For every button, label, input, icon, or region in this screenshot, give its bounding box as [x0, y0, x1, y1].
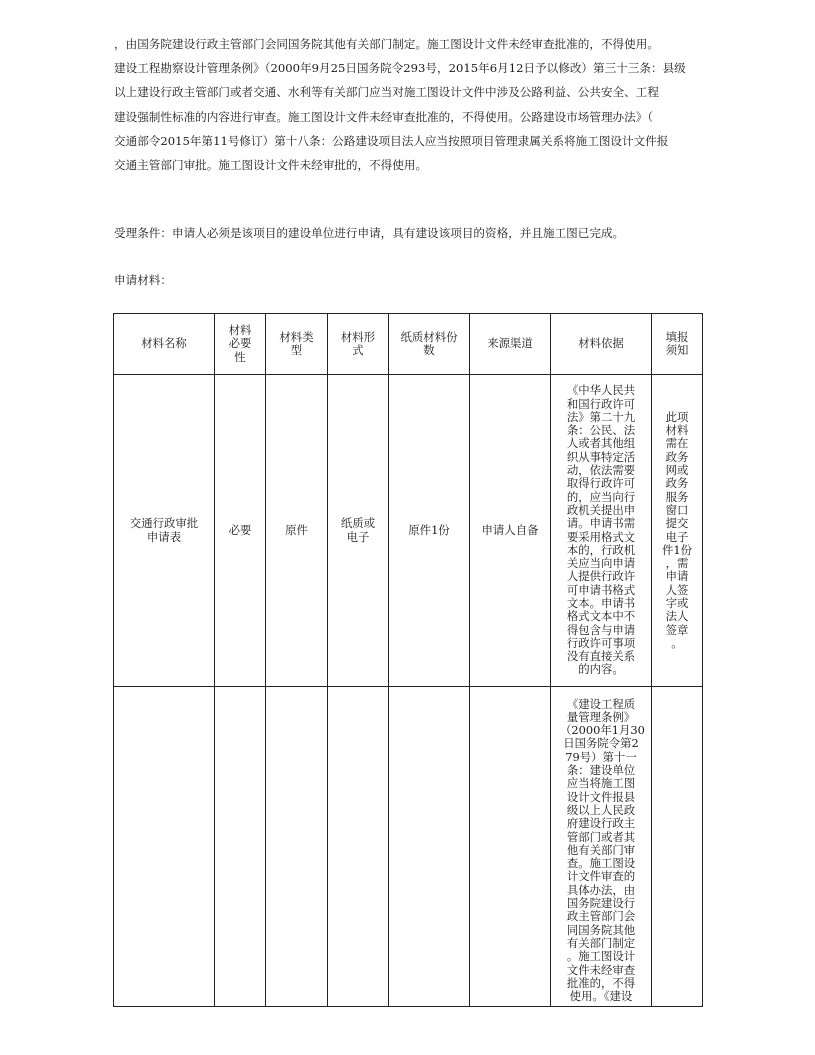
header-material-name: 材料名称: [114, 314, 215, 375]
intro-line: 建设强制性标准的内容进行审查。施工图设计文件未经审查批准的，不得使用。公路建设市场管理办法》（: [114, 109, 654, 124]
basis-line: 《中华人民共: [566, 383, 636, 398]
basis-line: 同国务院其他: [566, 922, 636, 937]
basis-line: 要采用格式文: [566, 529, 636, 544]
notes-line: 申请: [665, 569, 689, 584]
basis-line: 有关部门制定: [566, 935, 636, 950]
notes-line: 字或: [665, 595, 689, 610]
basis-line: 和国行政许可: [566, 396, 636, 411]
intro-line: 以上建设行政主管部门或者交通、水利等有关部门应当对施工图设计文件中涉及公路利益、公共安全、工程: [114, 85, 659, 100]
basis-line: 格式文本中不: [566, 609, 636, 624]
notes-line: 签章: [665, 622, 689, 637]
table-row: [114, 687, 703, 1007]
basis-line: 级以上人民政: [566, 802, 636, 817]
basis-line: 批准的，不得: [566, 975, 636, 990]
cell-material-name: [114, 687, 215, 1007]
notes-line: 法人: [665, 609, 689, 624]
basis-line: 79号）第十一: [565, 749, 637, 764]
cell-notes: [652, 375, 703, 687]
basis-line: 文件未经审查: [566, 962, 636, 977]
basis-line: 。施工图设计: [566, 949, 636, 964]
notes-line: 件1份: [661, 542, 693, 557]
header-paper-copies: 纸质材料份 数: [389, 314, 470, 375]
notes-line: 提交: [665, 516, 689, 531]
cell-material-form: [328, 687, 389, 1007]
basis-line: 的内容。: [578, 662, 624, 677]
notes-line: 此项: [665, 409, 689, 424]
basis-line: 使用。《建设: [569, 989, 633, 1004]
basis-line: 条：建设单位: [566, 763, 636, 778]
basis-line: 法》第二十九: [566, 409, 636, 424]
cell-source: 申请人自备: [470, 375, 551, 687]
basis-line: 的，应当向行: [566, 489, 636, 504]
notes-line: 政务: [665, 449, 689, 464]
cell-material-form: 纸质或 电子: [328, 375, 389, 687]
header-source: 来源渠道: [470, 314, 551, 375]
basis-line: 日国务院令第2: [563, 736, 639, 751]
basis-line: 查。施工图设: [566, 856, 636, 871]
header-material-type: 材料类 型: [266, 314, 328, 375]
header-material-form: 材料形 式: [328, 314, 389, 375]
basis-line: （2000年1月30: [560, 723, 645, 738]
notes-line: 材料: [665, 423, 689, 438]
intro-line: 交通主管部门审批。施工图设计文件未经审批的，不得使用。: [114, 158, 428, 173]
cell-required: [215, 687, 266, 1007]
cell-basis: [551, 375, 652, 687]
basis-line: 取得行政许可: [566, 476, 636, 491]
basis-line: 他有关部门审: [566, 842, 636, 857]
table-header-row: [114, 314, 703, 375]
intro-line: 交通部令2015年第11号修订）第十八条：公路建设项目法人应当按照项目管理隶属关系将施工图设计文件报: [114, 133, 669, 148]
notes-line: 电子: [665, 529, 689, 544]
cell-required: 必要: [215, 375, 266, 687]
notes-line: ，需: [665, 556, 689, 571]
basis-line: 条：公民、法: [566, 423, 636, 438]
basis-line: 政机关提出申: [566, 502, 636, 517]
basis-line: 本的，行政机: [566, 542, 636, 557]
intro-line: ，由国务院建设行政主管部门会同国务院其他有关部门制定。施工图设计文件未经审查批准的，不得使用。: [114, 37, 659, 51]
cell-paper-copies: [389, 687, 470, 1007]
notes-line: 网或: [665, 463, 689, 478]
cell-material-type: 原件: [266, 375, 328, 687]
basis-line: 政主管部门会: [566, 909, 636, 924]
basis-line: 没有直接关系: [566, 649, 636, 664]
notes-line: 人签: [665, 582, 689, 597]
intro-paragraph: [114, 32, 714, 177]
notes-line: 需在: [665, 436, 689, 451]
table-row: [114, 375, 703, 687]
acceptance-conditions: 受理条件：申请人必须是该项目的建设单位进行申请，具有建设该项目的资格，并且施工图已完成。: [114, 226, 625, 240]
basis-line: 量管理条例》: [566, 709, 636, 724]
basis-line: 文本。申请书: [566, 595, 636, 610]
basis-line: 关应当向申请: [566, 556, 636, 571]
cell-paper-copies: 原件1份: [389, 375, 470, 687]
materials-table: [113, 313, 703, 1007]
basis-line: 动，依法需要: [566, 463, 636, 478]
basis-line: 国务院建设行: [566, 896, 636, 911]
header-required: 材料 必要 性: [215, 314, 266, 375]
cell-basis: [551, 687, 652, 1007]
intro-line: 建设工程勘察设计管理条例》（2000年9月25日国务院令293号，2015年6月12日予以修改）第三十三条：县级: [114, 61, 686, 76]
basis-line: 人提供行政许: [566, 569, 636, 584]
cell-notes: [652, 687, 703, 1007]
notes-line: 。: [671, 635, 683, 650]
basis-line: 管部门或者其: [566, 829, 636, 844]
basis-line: 人或者其他组: [566, 436, 636, 451]
basis-line: 计文件审查的: [566, 869, 636, 884]
basis-line: 应当将施工图: [566, 776, 636, 791]
header-notes: 填报 须知: [652, 314, 703, 375]
basis-line: 织从事特定活: [566, 449, 636, 464]
notes-line: 窗口: [665, 502, 689, 517]
notes-line: 政务: [665, 476, 689, 491]
cell-material-name: 交通行政审批 申请表: [114, 375, 215, 687]
basis-line: 请。申请书需: [566, 516, 636, 531]
header-basis: 材料依据: [551, 314, 652, 375]
basis-line: 府建设行政主: [566, 816, 636, 831]
materials-heading: 申请材料：: [114, 273, 172, 287]
cell-material-type: [266, 687, 328, 1007]
basis-line: 行政许可事项: [566, 635, 636, 650]
basis-line: 《建设工程质: [566, 696, 636, 711]
notes-line: 服务: [665, 489, 689, 504]
basis-line: 得包含与申请: [566, 622, 636, 637]
basis-line: 具体办法，由: [566, 882, 636, 897]
cell-source: [470, 687, 551, 1007]
basis-line: 可申请书格式: [566, 582, 636, 597]
basis-line: 设计文件报县: [566, 789, 636, 804]
